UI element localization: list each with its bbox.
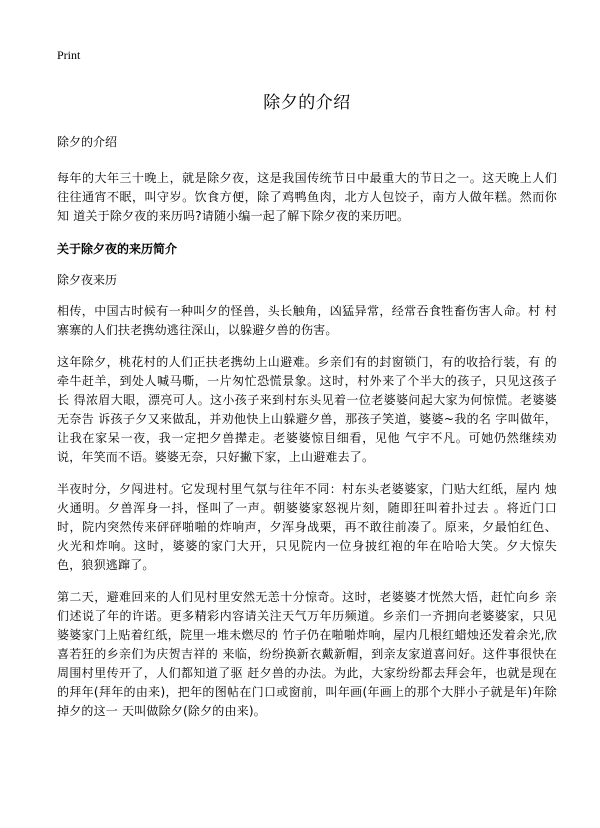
story-paragraph-3: 半夜时分，夕闯进村。它发现村里气氛与往年不同：村东头老婆婆家，门贴大红纸，屋内 烛火通明。夕兽浑身一抖，怪叫了一声。朝婆婆家怒视片刻，随即狂叫着扑过去 。将近门口时，院内突然传来砰砰啪啪的炸响声，夕浑身战栗，再不敢往前凑了。原来，夕最怕红色、火光和炸响。这时，婆婆的家门大开，只见院内一位身披红袍的年在哈哈大笑。夕大惊失色，狼狈逃蹿了。	[57, 482, 557, 572]
intro-paragraph: 每年的大年三十晚上，就是除夕夜，这是我国传统节日中最重大的节日之一。这天晚上人们往往通宵不眠，叫守岁。饮食方便，除了鸡鸭鱼肉，北方人包饺子，南方人做年糕。然而你知 道关于除夕夜的来历吗?请随小编一起了解下除夕夜的来历吧。	[57, 171, 557, 223]
print-link[interactable]: Print	[57, 48, 81, 62]
section-heading: 关于除夕夜的来历简介	[57, 242, 178, 256]
story-paragraph-2: 这年除夕，桃花村的人们正扶老携幼上山避难。乡亲们有的封窗锁门，有的收拾行装，有 的牵牛赶羊，到处人喊马嘶，一片匆忙恐慌景象。这时，村外来了个半大的孩子，只见这孩子长 得浓眉大眼，漂亮可人。这小孩子来到村东头见着一位老婆婆问起大家为何惊慌。老婆婆无奈告 诉孩子夕又来做乱，并劝他快上山躲避夕兽，那孩子笑道，婆婆~我的名 字叫做年，让我在家呆一夜，我一定把夕兽撵走。老婆婆惊目细看，见他 气宇不凡。可她仍然继续劝说，年笑而不语。婆婆无奈，只好撇下家，上山避难去了。	[57, 355, 557, 464]
page-title: 除夕的介绍	[263, 93, 351, 113]
story-paragraph-4: 第二天，避难回来的人们见村里安然无恙十分惊奇。这时，老婆婆才恍然大悟，赶忙向乡 亲们述说了年的许诺。更多精彩内容请关注天气万年历频道。乡亲们一齐拥向老婆婆家，只见婆婆家门上贴着红纸，院里一堆未燃尽的 竹子仍在啪啪炸响，屋内几根红蜡烛还发着余光,欣喜若狂的乡亲们为庆贺吉祥的 来临，纷纷换新衣戴新帽，到亲友家道喜问好。这件事很快在周围村里传开了，人们都知道了驱 赶夕兽的办法。为此，大家纷纷都去拜会年，也就是现在的拜年(拜年的由来)，把年的图帖在门口或窗前，叫年画(年画上的那个大胖小子就是年)年除掉夕的这一 天叫做除夕(除夕的由来)。	[57, 590, 557, 718]
sub-heading: 除夕夜来历	[57, 273, 118, 287]
story-paragraph-1: 相传，中国古时候有一种叫夕的怪兽，头长触角，凶猛异常，经常吞食牲畜伤害人命。村 村寨寨的人们扶老携幼逃往深山，以躲避夕兽的伤害。	[57, 304, 557, 337]
article-subtitle: 除夕的介绍	[57, 135, 118, 149]
